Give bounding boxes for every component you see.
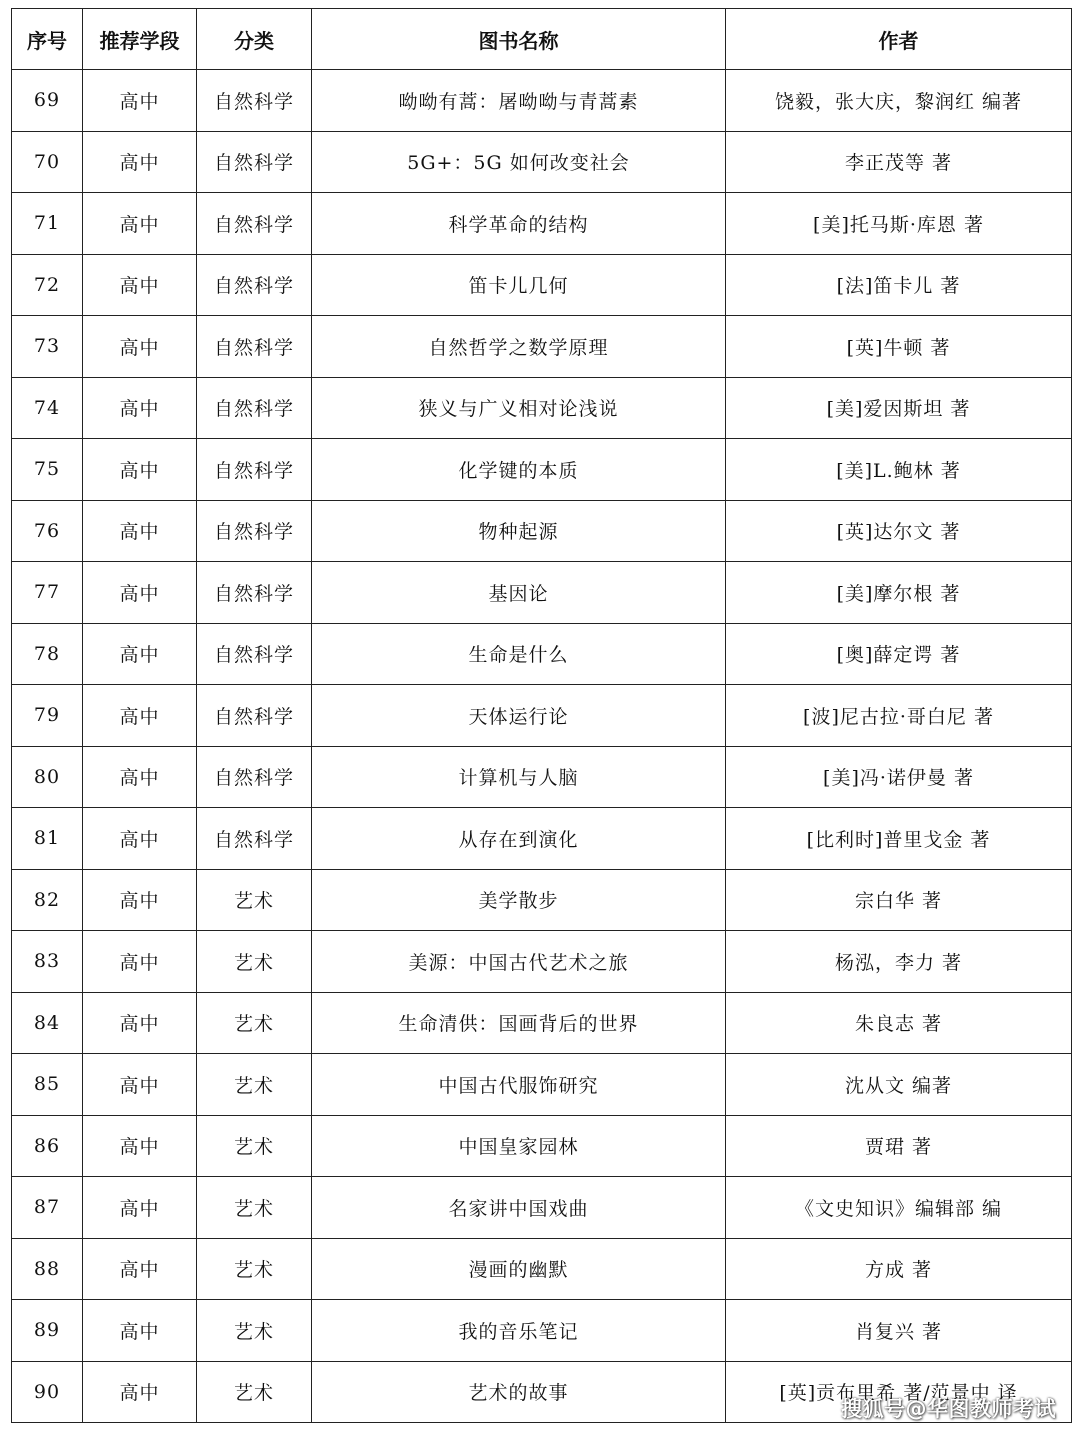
table-row	[12, 70, 1072, 132]
cell-stage: 高中	[83, 562, 197, 624]
cell-title: 名家讲中国戏曲	[312, 1177, 726, 1239]
cell-author: [美]L.鲍林 著	[726, 439, 1072, 501]
cell-author: [美]冯·诺伊曼 著	[726, 746, 1072, 808]
cell-author: 宗白华 著	[726, 869, 1072, 931]
cell-no: 73	[12, 316, 83, 378]
cell-category: 艺术	[197, 1054, 312, 1116]
cell-stage: 高中	[83, 1054, 197, 1116]
cell-no: 80	[12, 746, 83, 808]
cell-stage: 高中	[83, 931, 197, 993]
table-row	[12, 992, 1072, 1054]
cell-title: 科学革命的结构	[312, 193, 726, 255]
cell-title: 化学键的本质	[312, 439, 726, 501]
cell-author: 李正茂等 著	[726, 131, 1072, 193]
cell-stage: 高中	[83, 1238, 197, 1300]
header-title: 图书名称	[312, 9, 726, 70]
cell-author: [美]摩尔根 著	[726, 562, 1072, 624]
book-list-table	[11, 8, 1072, 1423]
cell-category: 艺术	[197, 931, 312, 993]
cell-title: 从存在到演化	[312, 808, 726, 870]
cell-author: [英]贡布里希 著/范景中 译	[726, 1361, 1072, 1423]
cell-title: 艺术的故事	[312, 1361, 726, 1423]
watermark: 搜狐号@华图教师考试	[841, 1397, 1056, 1421]
table-row	[12, 131, 1072, 193]
cell-title: 计算机与人脑	[312, 746, 726, 808]
table-row	[12, 623, 1072, 685]
cell-stage: 高中	[83, 1177, 197, 1239]
cell-no: 90	[12, 1361, 83, 1423]
cell-title: 美源：中国古代艺术之旅	[312, 931, 726, 993]
cell-author: 《文史知识》编辑部 编	[726, 1177, 1072, 1239]
table-header	[12, 9, 1072, 70]
cell-category: 艺术	[197, 1115, 312, 1177]
cell-title: 5G+：5G 如何改变社会	[312, 131, 726, 193]
cell-author: 杨泓，李力 著	[726, 931, 1072, 993]
cell-no: 76	[12, 500, 83, 562]
cell-category: 自然科学	[197, 254, 312, 316]
table-row	[12, 685, 1072, 747]
cell-no: 83	[12, 931, 83, 993]
cell-no: 75	[12, 439, 83, 501]
cell-stage: 高中	[83, 992, 197, 1054]
cell-title: 生命清供：国画背后的世界	[312, 992, 726, 1054]
cell-title: 呦呦有蒿：屠呦呦与青蒿素	[312, 70, 726, 132]
cell-author: 肖复兴 著	[726, 1300, 1072, 1362]
cell-author: [法]笛卡儿 著	[726, 254, 1072, 316]
cell-author: 方成 著	[726, 1238, 1072, 1300]
table-row	[12, 377, 1072, 439]
table-row	[12, 746, 1072, 808]
cell-title: 笛卡儿几何	[312, 254, 726, 316]
table-row	[12, 254, 1072, 316]
cell-author: [美]托马斯·库恩 著	[726, 193, 1072, 255]
cell-no: 84	[12, 992, 83, 1054]
cell-no: 74	[12, 377, 83, 439]
cell-stage: 高中	[83, 316, 197, 378]
cell-stage: 高中	[83, 500, 197, 562]
cell-stage: 高中	[83, 1115, 197, 1177]
header-author: 作者	[726, 9, 1072, 70]
cell-category: 艺术	[197, 1361, 312, 1423]
header-no: 序号	[12, 9, 83, 70]
cell-title: 生命是什么	[312, 623, 726, 685]
cell-author: [奥]薛定谔 著	[726, 623, 1072, 685]
cell-stage: 高中	[83, 439, 197, 501]
table-row	[12, 1177, 1072, 1239]
cell-title: 美学散步	[312, 869, 726, 931]
cell-no: 77	[12, 562, 83, 624]
cell-author: 饶毅，张大庆，黎润红 编著	[726, 70, 1072, 132]
cell-no: 89	[12, 1300, 83, 1362]
cell-title: 中国皇家园林	[312, 1115, 726, 1177]
table-row	[12, 931, 1072, 993]
cell-author: 贾珺 著	[726, 1115, 1072, 1177]
cell-no: 81	[12, 808, 83, 870]
table-row	[12, 562, 1072, 624]
cell-title: 自然哲学之数学原理	[312, 316, 726, 378]
cell-category: 艺术	[197, 992, 312, 1054]
cell-category: 自然科学	[197, 746, 312, 808]
cell-stage: 高中	[83, 1361, 197, 1423]
cell-author: 朱良志 著	[726, 992, 1072, 1054]
cell-title: 天体运行论	[312, 685, 726, 747]
table-row	[12, 1054, 1072, 1116]
table-row	[12, 1115, 1072, 1177]
table-row	[12, 808, 1072, 870]
cell-category: 自然科学	[197, 623, 312, 685]
cell-category: 艺术	[197, 1177, 312, 1239]
cell-title: 狭义与广义相对论浅说	[312, 377, 726, 439]
cell-title: 基因论	[312, 562, 726, 624]
cell-stage: 高中	[83, 1300, 197, 1362]
cell-stage: 高中	[83, 685, 197, 747]
cell-category: 自然科学	[197, 193, 312, 255]
cell-category: 自然科学	[197, 808, 312, 870]
cell-stage: 高中	[83, 254, 197, 316]
table-body	[12, 70, 1072, 1423]
cell-stage: 高中	[83, 193, 197, 255]
table-row	[12, 316, 1072, 378]
cell-stage: 高中	[83, 377, 197, 439]
cell-no: 87	[12, 1177, 83, 1239]
cell-category: 自然科学	[197, 70, 312, 132]
header-row	[12, 9, 1072, 70]
cell-category: 艺术	[197, 1300, 312, 1362]
table-row	[12, 869, 1072, 931]
cell-author: [比利时]普里戈金 著	[726, 808, 1072, 870]
cell-stage: 高中	[83, 746, 197, 808]
cell-stage: 高中	[83, 70, 197, 132]
cell-stage: 高中	[83, 623, 197, 685]
cell-no: 72	[12, 254, 83, 316]
cell-title: 物种起源	[312, 500, 726, 562]
table-row	[12, 500, 1072, 562]
cell-no: 79	[12, 685, 83, 747]
header-stage: 推荐学段	[83, 9, 197, 70]
cell-no: 78	[12, 623, 83, 685]
table-row	[12, 1238, 1072, 1300]
cell-author: [英]牛顿 著	[726, 316, 1072, 378]
cell-stage: 高中	[83, 808, 197, 870]
cell-title: 我的音乐笔记	[312, 1300, 726, 1362]
cell-stage: 高中	[83, 869, 197, 931]
cell-no: 71	[12, 193, 83, 255]
cell-category: 自然科学	[197, 562, 312, 624]
cell-no: 88	[12, 1238, 83, 1300]
cell-category: 艺术	[197, 1238, 312, 1300]
table-row	[12, 1300, 1072, 1362]
cell-no: 70	[12, 131, 83, 193]
cell-author: [英]达尔文 著	[726, 500, 1072, 562]
cell-category: 自然科学	[197, 500, 312, 562]
table-row	[12, 193, 1072, 255]
cell-author: [波]尼古拉·哥白尼 著	[726, 685, 1072, 747]
cell-category: 自然科学	[197, 131, 312, 193]
cell-title: 漫画的幽默	[312, 1238, 726, 1300]
cell-no: 69	[12, 70, 83, 132]
cell-no: 82	[12, 869, 83, 931]
cell-category: 艺术	[197, 869, 312, 931]
cell-category: 自然科学	[197, 316, 312, 378]
table-row	[12, 439, 1072, 501]
cell-title: 中国古代服饰研究	[312, 1054, 726, 1116]
cell-author: [美]爱因斯坦 著	[726, 377, 1072, 439]
cell-author: 沈从文 编著	[726, 1054, 1072, 1116]
cell-no: 86	[12, 1115, 83, 1177]
cell-stage: 高中	[83, 131, 197, 193]
cell-category: 自然科学	[197, 377, 312, 439]
cell-no: 85	[12, 1054, 83, 1116]
cell-category: 自然科学	[197, 685, 312, 747]
cell-category: 自然科学	[197, 439, 312, 501]
header-category: 分类	[197, 9, 312, 70]
